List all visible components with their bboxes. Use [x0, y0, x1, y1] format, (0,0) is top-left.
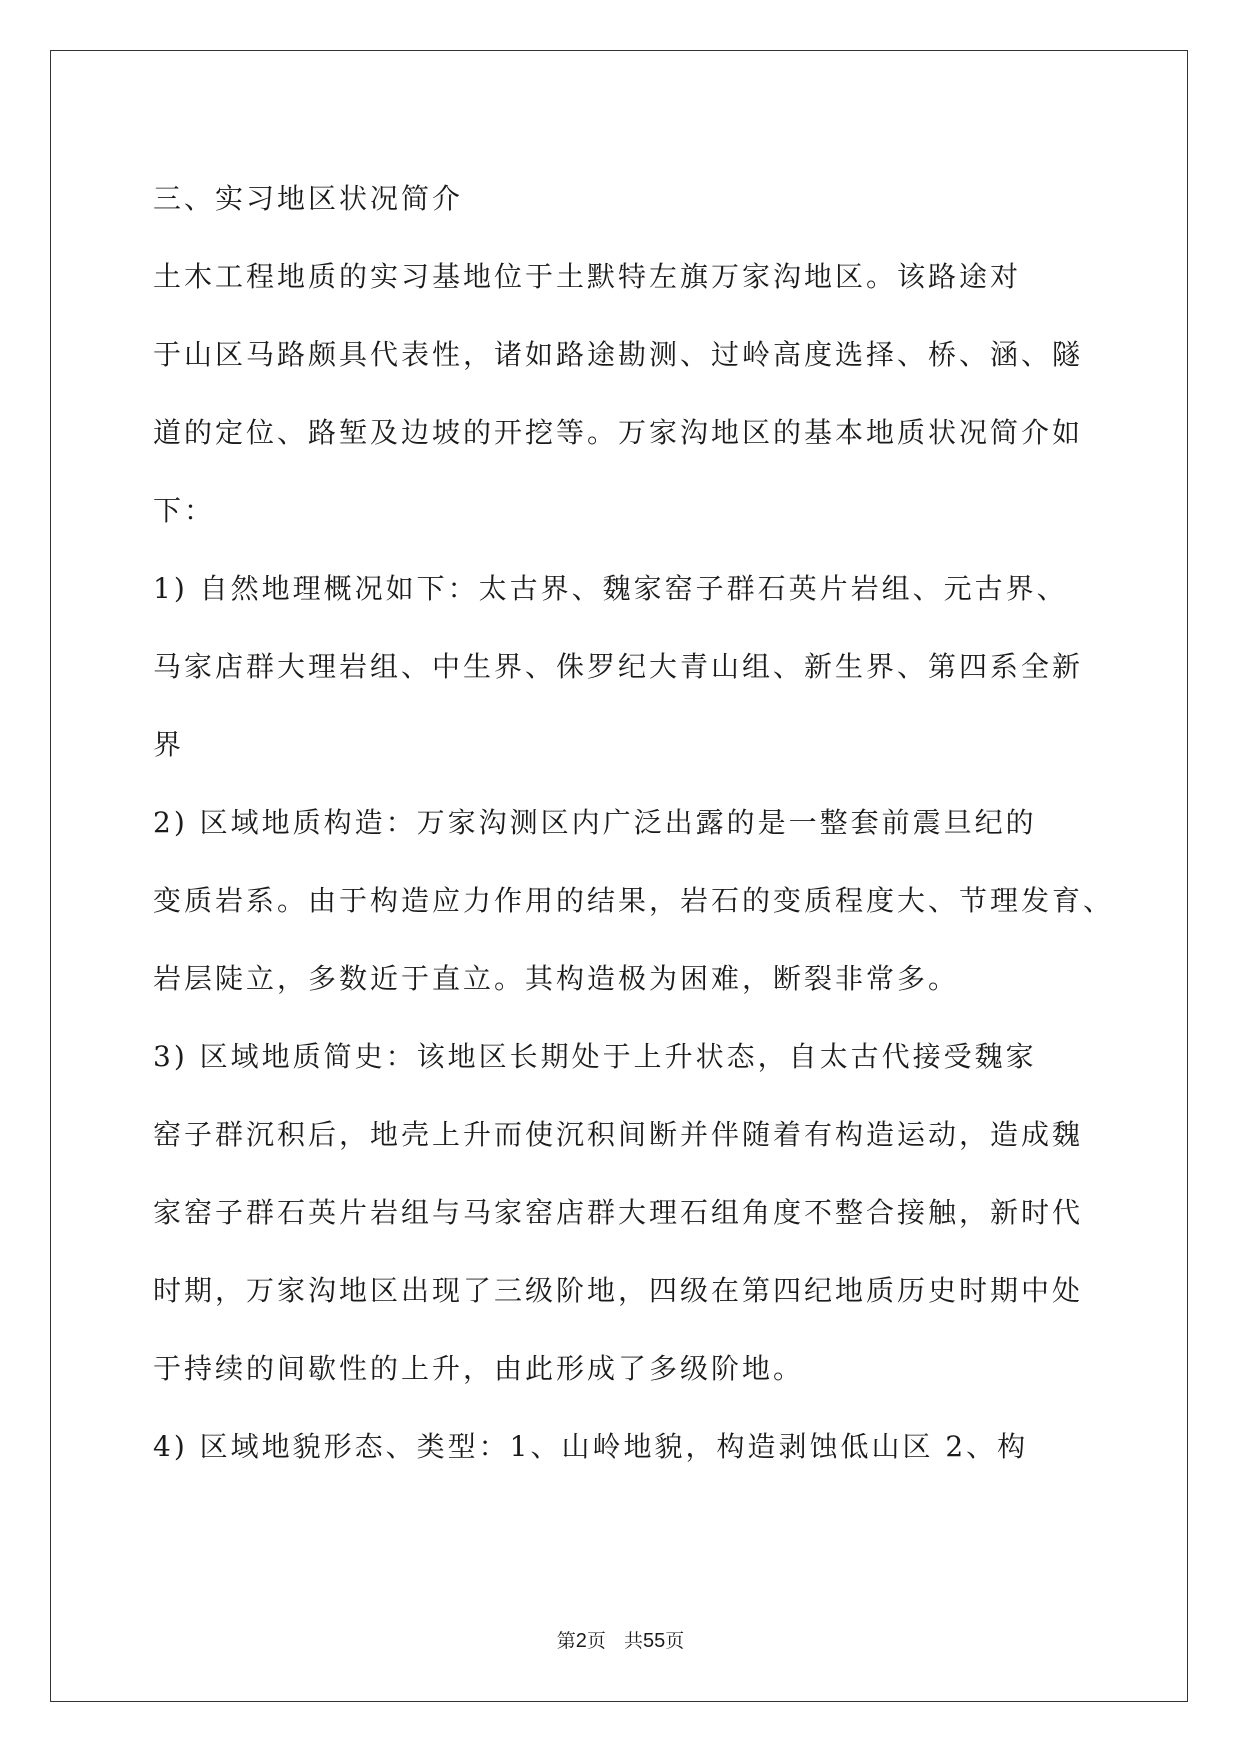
text-line: 下： [153, 494, 216, 527]
text-line: 界 [153, 728, 185, 761]
document-body [153, 160, 1115, 1486]
text-line: 变质岩系。由于构造应力作用的结果，岩石的变质程度大、节理发育、 [153, 884, 1115, 917]
page-number: 2 [575, 1630, 587, 1652]
text-line: 4) 区域地貌形态、类型：1、山岭地貌，构造剥蚀低山区 2、构 [153, 1430, 1029, 1463]
text-line: 窑子群沉积后，地壳上升而使沉积间断并伴随着有构造运动，造成魏 [153, 1118, 1084, 1151]
page-prefix: 第 [556, 1630, 576, 1652]
section-heading: 三、实习地区状况简介 [153, 182, 464, 215]
total-unit: 页 [665, 1630, 685, 1652]
text-line: 马家店群大理岩组、中生界、侏罗纪大青山组、新生界、第四系全新 [153, 650, 1084, 683]
page-unit: 页 [586, 1630, 606, 1652]
text-line: 时期，万家沟地区出现了三级阶地，四级在第四纪地质历史时期中处 [153, 1274, 1084, 1307]
text-line: 2) 区域地质构造：万家沟测区内广泛出露的是一整套前震旦纪的 [153, 806, 1037, 839]
text-line: 土木工程地质的实习基地位于土默特左旗万家沟地区。该路途对 [153, 260, 1022, 293]
text-line: 岩层陡立，多数近于直立。其构造极为困难，断裂非常多。 [153, 962, 960, 995]
total-prefix: 共 [623, 1630, 643, 1652]
text-line: 于山区马路颇具代表性，诸如路途勘测、过岭高度选择、桥、涵、隧 [153, 338, 1084, 371]
text-line: 家窑子群石英片岩组与马家窑店群大理石组角度不整合接触，新时代 [153, 1196, 1084, 1229]
text-line: 于持续的间歇性的上升，由此形成了多级阶地。 [153, 1352, 805, 1385]
text-line: 道的定位、路堑及边坡的开挖等。万家沟地区的基本地质状况简介如 [153, 416, 1084, 449]
page-total: 55 [642, 1630, 666, 1652]
text-line: 3) 区域地质简史：该地区长期处于上升状态，自太古代接受魏家 [153, 1040, 1037, 1073]
text-line: 1) 自然地理概况如下：太古界、魏家窑子群石英片岩组、元古界、 [153, 572, 1068, 605]
page-footer [0, 1626, 1241, 1653]
